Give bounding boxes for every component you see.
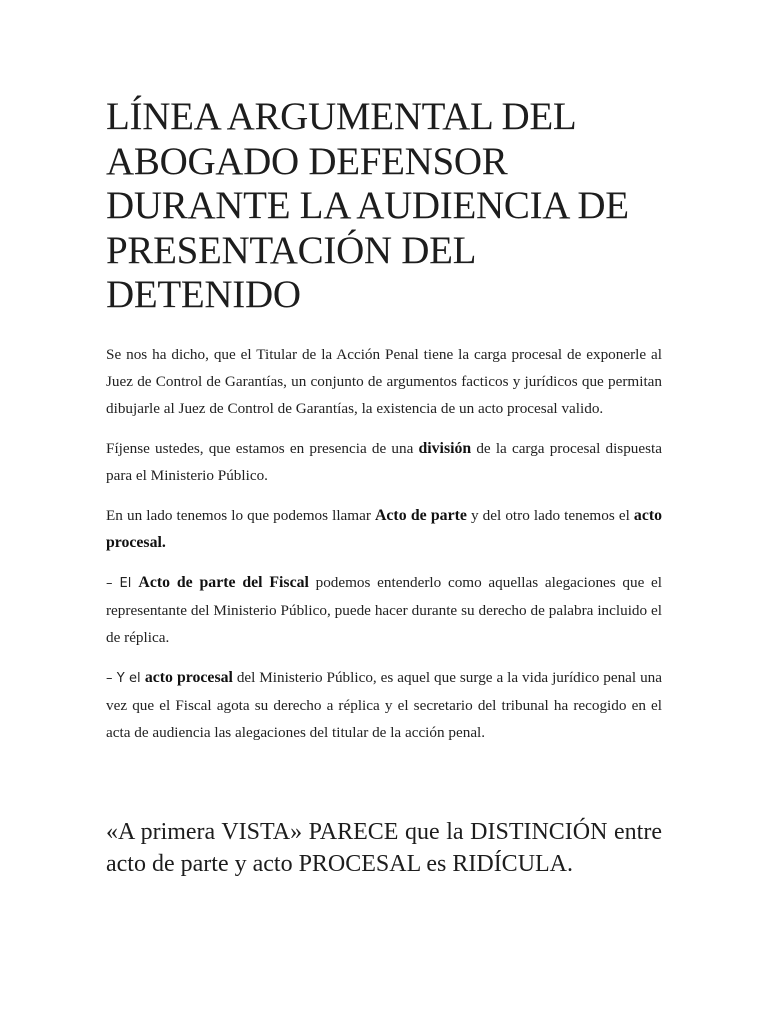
bold-term-acto-procesal: acto procesal. (106, 507, 662, 551)
paragraph-text: podemos entenderlo como aquellas alegaciones que el representante del Ministerio Público, puede hacer durante su derecho de palabra incluido el de réplica. (106, 574, 663, 646)
title-line: DURANTE LA AUDIENCIA DE (106, 184, 629, 227)
title-line: PRESENTACIÓN DEL (106, 228, 477, 272)
paragraph-text: En un lado tenemos lo que podemos llamar (106, 507, 376, 524)
paragraph-text: y del otro lado tenemos el (466, 507, 634, 524)
paragraph-text: de la carga procesal dispuesta para el Ministerio Público. (106, 440, 662, 484)
bold-term-acto-de-parte-del-fiscal: Acto de parte del Fiscal (138, 574, 309, 591)
bold-term-division: división (418, 440, 472, 457)
paragraph-1: Se nos ha dicho, que el Titular de la Acción Penal tiene la carga procesal de exponerle al Juez de Control de Garantías, un conjunto de argumentos facticos y jurídicos que permitan dibujarle al Juez de Control de Garantías, la existencia de un acto procesal valido. (106, 346, 662, 417)
document-body (106, 341, 662, 759)
pull-quote: «A primera VISTA» PARECE que la DISTINCIÓN entre acto de parte y acto PROCESAL es RIDÍCULA. (106, 819, 662, 877)
bold-term-acto-de-parte: Acto de parte (375, 507, 467, 524)
dash-prefix: – Y el (106, 671, 145, 686)
bold-term-acto-procesal: acto procesal (144, 669, 233, 686)
dash-prefix: – El (106, 576, 139, 591)
paragraph-4 (106, 569, 662, 651)
title-line: LÍNEA ARGUMENTAL DEL (106, 95, 577, 138)
paragraph-text: del Ministerio Público, es aquel que surge a la vida jurídico penal una vez que el Fiscal agota su derecho a réplica y el secretario del tribunal ha recogido en el acta de audiencia las alegaciones del titular de la acción penal. (106, 669, 663, 741)
paragraph-5 (106, 664, 662, 746)
paragraph-3 (106, 502, 662, 556)
title-line: DETENIDO (106, 273, 301, 316)
title-line: ABOGADO DEFENSOR (106, 139, 508, 183)
document-title (106, 95, 706, 318)
paragraph-text: Fíjense ustedes, que estamos en presencia de una (106, 440, 419, 457)
paragraph-2 (106, 435, 662, 489)
